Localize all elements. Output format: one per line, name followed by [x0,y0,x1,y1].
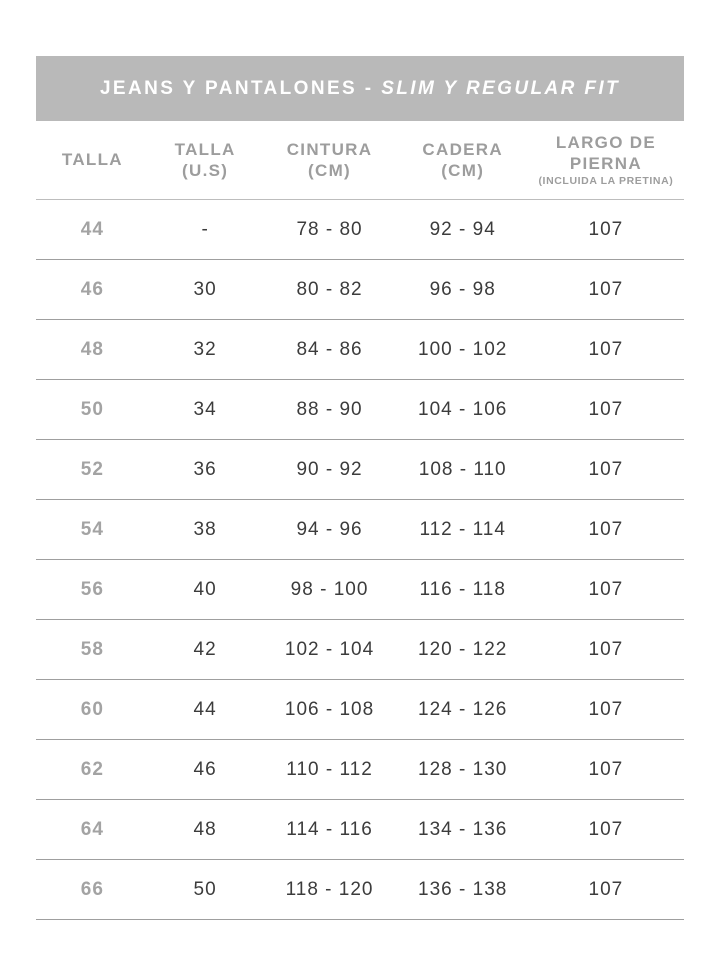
cell-talla-us: 36 [149,440,262,500]
cell-talla-us: 42 [149,620,262,680]
cell-largo: 107 [528,500,684,560]
size-guide-title-bar [36,56,684,121]
cell-talla: 58 [36,620,149,680]
col-header-talla-us: TALLA (U.S) [149,121,262,200]
cell-talla: 66 [36,860,149,920]
col-header-cintura: CINTURA (CM) [262,121,398,200]
cell-talla: 48 [36,320,149,380]
cell-cadera: 136 - 138 [398,860,528,920]
table-row [36,860,684,920]
cell-largo: 107 [528,620,684,680]
cell-cintura: 90 - 92 [262,440,398,500]
table-row [36,740,684,800]
cell-talla: 62 [36,740,149,800]
cell-largo: 107 [528,200,684,260]
cell-cadera: 92 - 94 [398,200,528,260]
cell-talla-us: 40 [149,560,262,620]
cell-cintura: 88 - 90 [262,380,398,440]
table-row [36,560,684,620]
cell-cintura: 102 - 104 [262,620,398,680]
header-row [36,121,684,200]
table-row [36,200,684,260]
cell-talla: 56 [36,560,149,620]
cell-talla: 54 [36,500,149,560]
cell-largo: 107 [528,320,684,380]
table-row [36,380,684,440]
cell-cadera: 116 - 118 [398,560,528,620]
cell-largo: 107 [528,260,684,320]
title-fit-style: SLIM Y REGULAR FIT [381,78,621,99]
table-row [36,680,684,740]
cell-cintura: 114 - 116 [262,800,398,860]
cell-largo: 107 [528,440,684,500]
col-header-talla: TALLA [36,121,149,200]
cell-talla: 52 [36,440,149,500]
cell-cadera: 134 - 136 [398,800,528,860]
table-row [36,260,684,320]
table-row [36,440,684,500]
cell-largo: 107 [528,740,684,800]
cell-talla-us: 38 [149,500,262,560]
title-main: JEANS Y PANTALONES - [99,78,374,99]
cell-cintura: 80 - 82 [262,260,398,320]
cell-talla-us: 34 [149,380,262,440]
cell-cintura: 98 - 100 [262,560,398,620]
cell-talla-us: 50 [149,860,262,920]
cell-largo: 107 [528,560,684,620]
cell-cadera: 128 - 130 [398,740,528,800]
cell-cintura: 94 - 96 [262,500,398,560]
cell-largo: 107 [528,860,684,920]
cell-talla-us: 48 [149,800,262,860]
cell-talla-us: 32 [149,320,262,380]
cell-cadera: 100 - 102 [398,320,528,380]
cell-largo: 107 [528,800,684,860]
cell-largo: 107 [528,380,684,440]
cell-cintura: 84 - 86 [262,320,398,380]
cell-cintura: 118 - 120 [262,860,398,920]
largo-subnote: (INCLUIDA LA PRETINA) [538,175,674,188]
table-row [36,500,684,560]
table-row [36,320,684,380]
cell-cintura: 78 - 80 [262,200,398,260]
cell-talla-us: 46 [149,740,262,800]
cell-largo: 107 [528,680,684,740]
cell-cadera: 124 - 126 [398,680,528,740]
cell-cadera: 104 - 106 [398,380,528,440]
cell-talla-us: - [149,200,262,260]
cell-talla: 64 [36,800,149,860]
size-table [36,121,684,920]
table-row [36,800,684,860]
cell-talla: 60 [36,680,149,740]
cell-cadera: 96 - 98 [398,260,528,320]
cell-talla: 46 [36,260,149,320]
cell-talla: 50 [36,380,149,440]
table-row [36,620,684,680]
cell-cadera: 120 - 122 [398,620,528,680]
col-header-cadera: CADERA (CM) [398,121,528,200]
cell-talla-us: 30 [149,260,262,320]
cell-cintura: 106 - 108 [262,680,398,740]
cell-talla: 44 [36,200,149,260]
cell-cadera: 108 - 110 [398,440,528,500]
cell-cintura: 110 - 112 [262,740,398,800]
col-header-largo: LARGO DE PIERNA (INCLUIDA LA PRETINA) [528,121,684,200]
cell-cadera: 112 - 114 [398,500,528,560]
cell-talla-us: 44 [149,680,262,740]
